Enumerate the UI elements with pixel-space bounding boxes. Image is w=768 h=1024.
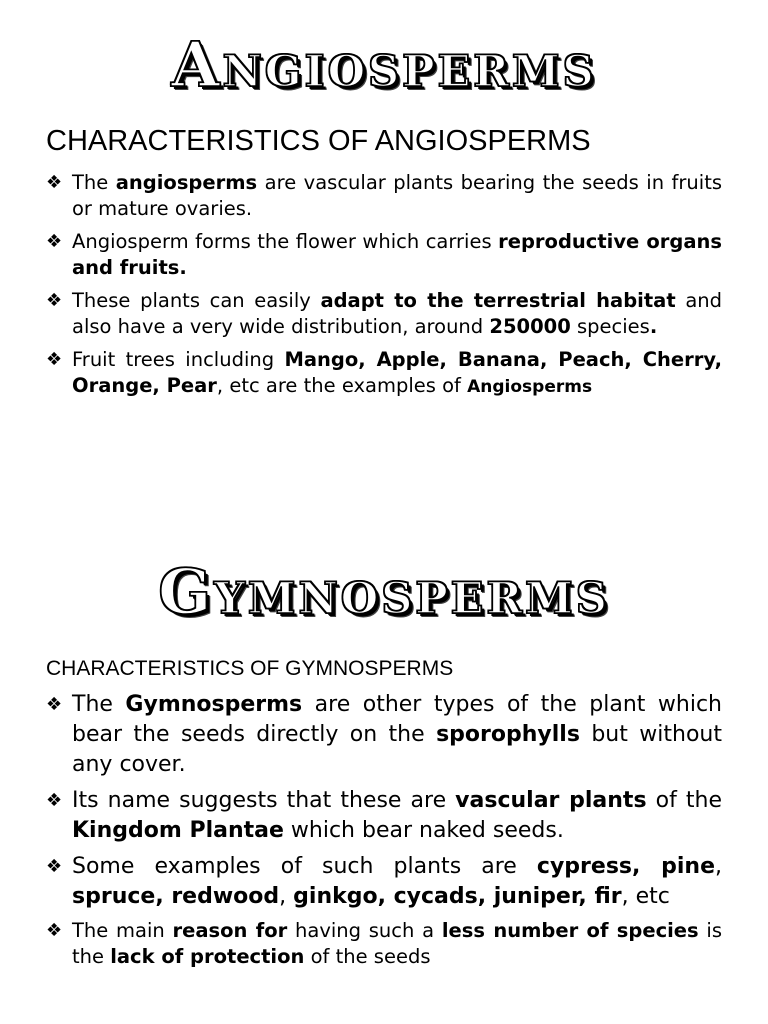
bullet-text: These plants can easily (72, 289, 321, 312)
bullet-item (46, 229, 722, 281)
bullet-text-bold: lack of protection (110, 945, 305, 968)
bullet-text: of the seeds (304, 945, 431, 968)
bullet-text: Some examples of such plants are (72, 854, 537, 879)
bullet-text-bold: Kingdom Plantae (72, 818, 284, 843)
bullet-text: The (72, 692, 126, 717)
bullet-text-bold: 250000 (489, 315, 571, 338)
bullet-text-bold: adapt to the terrestrial habitat (320, 289, 676, 312)
bullet-text-bold: Angiosperms (467, 377, 593, 397)
bullet-diamond-icon: ❖ (46, 349, 63, 370)
bullet-diamond-icon: ❖ (46, 694, 63, 715)
bullet-text: Its name suggests that these are (72, 788, 456, 813)
bullet-text: Angiosperm forms the flower which carries (72, 230, 499, 253)
bullet-text: , (715, 854, 722, 879)
bullet-text-bold: Mango, Apple, Banana, Peach, Cherry, Orange, Pear (72, 348, 722, 397)
bullet-diamond-icon: ❖ (46, 920, 63, 941)
bullet-item (46, 690, 722, 780)
bullet-text: The main (72, 919, 173, 942)
bullet-text: , etc are the examples of (216, 374, 468, 397)
bullet-text-bold: spruce, redwood (72, 884, 280, 909)
bullet-text: , etc (621, 884, 670, 909)
bullet-diamond-icon: ❖ (46, 290, 63, 311)
bullet-text: and also have a very wide distribution, around (72, 289, 723, 338)
bullet-text-bold: reason for (172, 919, 288, 942)
angiosperms-bullet-list (46, 170, 722, 407)
bullet-item (46, 347, 722, 400)
angiosperms-title: Angiosperms (171, 28, 597, 101)
bullet-text: are vascular plants bearing the seeds in fruits or mature ovaries. (72, 171, 722, 220)
bullet-text: Fruit trees including (72, 348, 285, 371)
bullet-text-bold: angiosperms (115, 171, 258, 194)
bullet-text-bold: less number of species (441, 919, 699, 942)
bullet-text-bold: reproductive organs and fruits. (72, 230, 722, 279)
bullet-text: but without any cover. (72, 722, 722, 777)
gymnosperms-bullet-list (46, 690, 722, 976)
bullet-text-bold: vascular plants (455, 788, 647, 813)
gymnosperms-title: Gymnosperms (158, 555, 610, 628)
bullet-text-bold: sporophylls (436, 722, 580, 747)
bullet-diamond-icon: ❖ (46, 231, 63, 252)
bullet-item (46, 786, 722, 846)
angiosperms-heading: CHARACTERISTICS OF ANGIOSPERMS (46, 125, 591, 157)
bullet-text: is the (72, 919, 722, 968)
bullet-text-bold: ginkgo, cycads, juniper, fir (293, 884, 622, 909)
bullet-diamond-icon: ❖ (46, 790, 63, 811)
bullet-item (46, 918, 722, 970)
bullet-item (46, 288, 722, 340)
bullet-text: are other types of the plant which bear the seeds directly on the (72, 692, 722, 747)
gymnosperms-heading: CHARACTERISTICS OF GYMNOSPERMS (46, 657, 454, 680)
bullet-text: The (72, 171, 116, 194)
bullet-text-bold: cypress, pine (536, 854, 715, 879)
bullet-text-bold: . (649, 315, 658, 338)
bullet-text: of the (646, 788, 722, 813)
bullet-text-bold: Gymnosperms (125, 692, 303, 717)
bullet-text: species (570, 315, 650, 338)
bullet-text: which bear naked seeds. (283, 818, 564, 843)
bullet-diamond-icon: ❖ (46, 172, 63, 193)
bullet-item (46, 852, 722, 912)
bullet-text: having such a (287, 919, 442, 942)
bullet-diamond-icon: ❖ (46, 856, 63, 877)
bullet-text: , (279, 884, 294, 909)
bullet-item (46, 170, 722, 222)
